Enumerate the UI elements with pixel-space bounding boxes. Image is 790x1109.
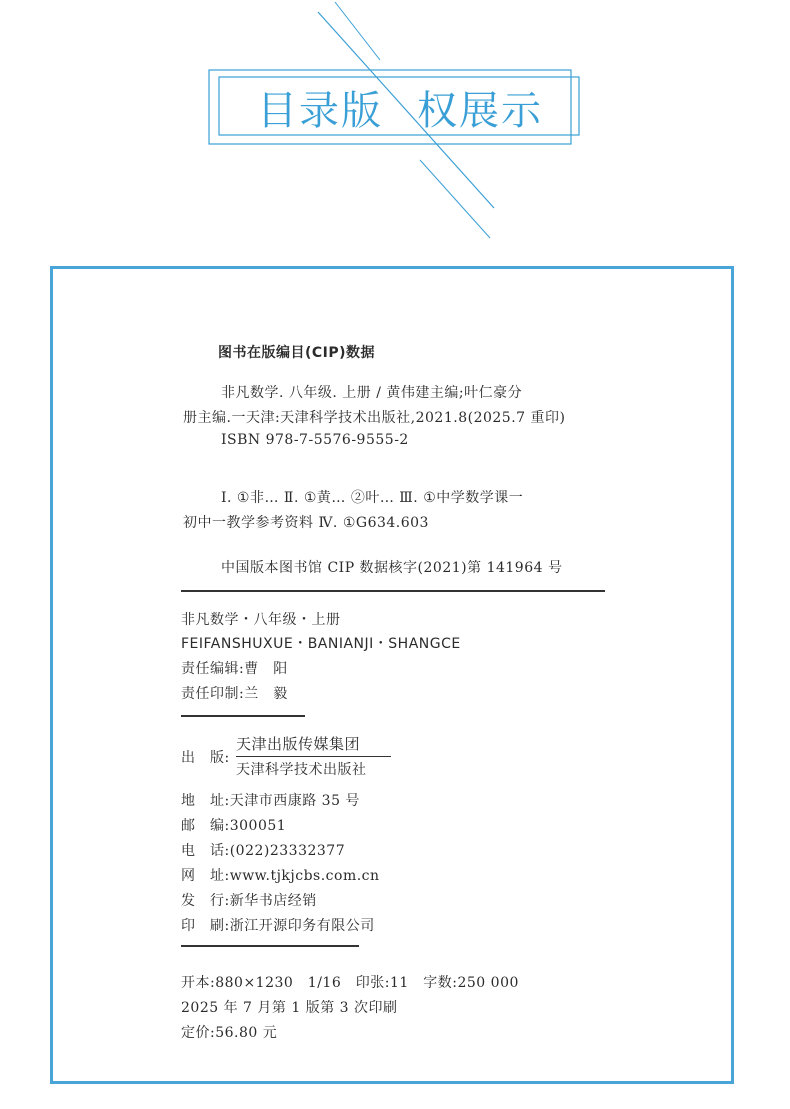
publisher-house: 天津科学技术出版社 [236,762,367,778]
publisher-printer: 印 刷:浙江开源印务有限公司 [181,918,375,934]
cip-line: Ⅰ. ①非… Ⅱ. ①黄… ②叶… Ⅲ. ①中学数学课一 [221,490,524,506]
cip-heading: 图书在版编目(CIP)数据 [218,345,376,361]
divider [181,590,605,592]
banner-title-left: 目录版 [257,87,383,134]
cip-data-number: 中国版本图书馆 CIP 数据核字(2021)第 141964 号 [221,560,563,576]
publisher-group: 天津出版传媒集团 [236,735,361,753]
banner-diagonal-line [335,2,380,60]
book-print-manager: 责任印制:兰 毅 [181,686,288,702]
banner-title-right: 权展示 [417,87,543,134]
cip-line: 非凡数学. 八年级. 上册 / 黄伟建主编;叶仁豪分 [221,385,523,401]
spec-format: 开本:880×1230 1/16 印张:11 字数:250 000 [181,975,519,991]
publisher-website: 网 址:www.tjkjcbs.com.cn [181,868,380,884]
publisher-names [236,733,391,779]
spec-edition: 2025 年 7 月第 1 版第 3 次印刷 [181,1000,398,1016]
cip-line: 初中一教学参考资料 Ⅳ. ①G634.603 [183,515,429,531]
cip-isbn: ISBN 978-7-5576-9555-2 [221,432,409,448]
publisher-label: 出 版: [181,750,230,766]
publisher-phone: 电 话:(022)23332377 [181,843,346,859]
banner-title [230,78,570,136]
book-title-pinyin: FEIFANSHUXUE・BANIANJI・SHANGCE [181,636,461,652]
spec-price: 定价:56.80 元 [181,1025,278,1041]
publisher-distributor: 发 行:新华书店经销 [181,893,317,909]
divider [181,945,359,947]
publisher-address: 地 址:天津市西康路 35 号 [181,793,360,809]
publisher-separator [236,756,391,757]
book-editor: 责任编辑:曹 阳 [181,661,288,677]
banner-diagonal-line [420,160,490,238]
book-title-cn: 非凡数学・八年级・上册 [181,612,341,628]
copyright-page-frame [50,266,734,1084]
cip-line: 册主编.一天津:天津科学技术出版社,2021.8(2025.7 重印) [183,410,566,426]
divider [181,715,305,717]
publisher-postcode: 邮 编:300051 [181,818,287,834]
